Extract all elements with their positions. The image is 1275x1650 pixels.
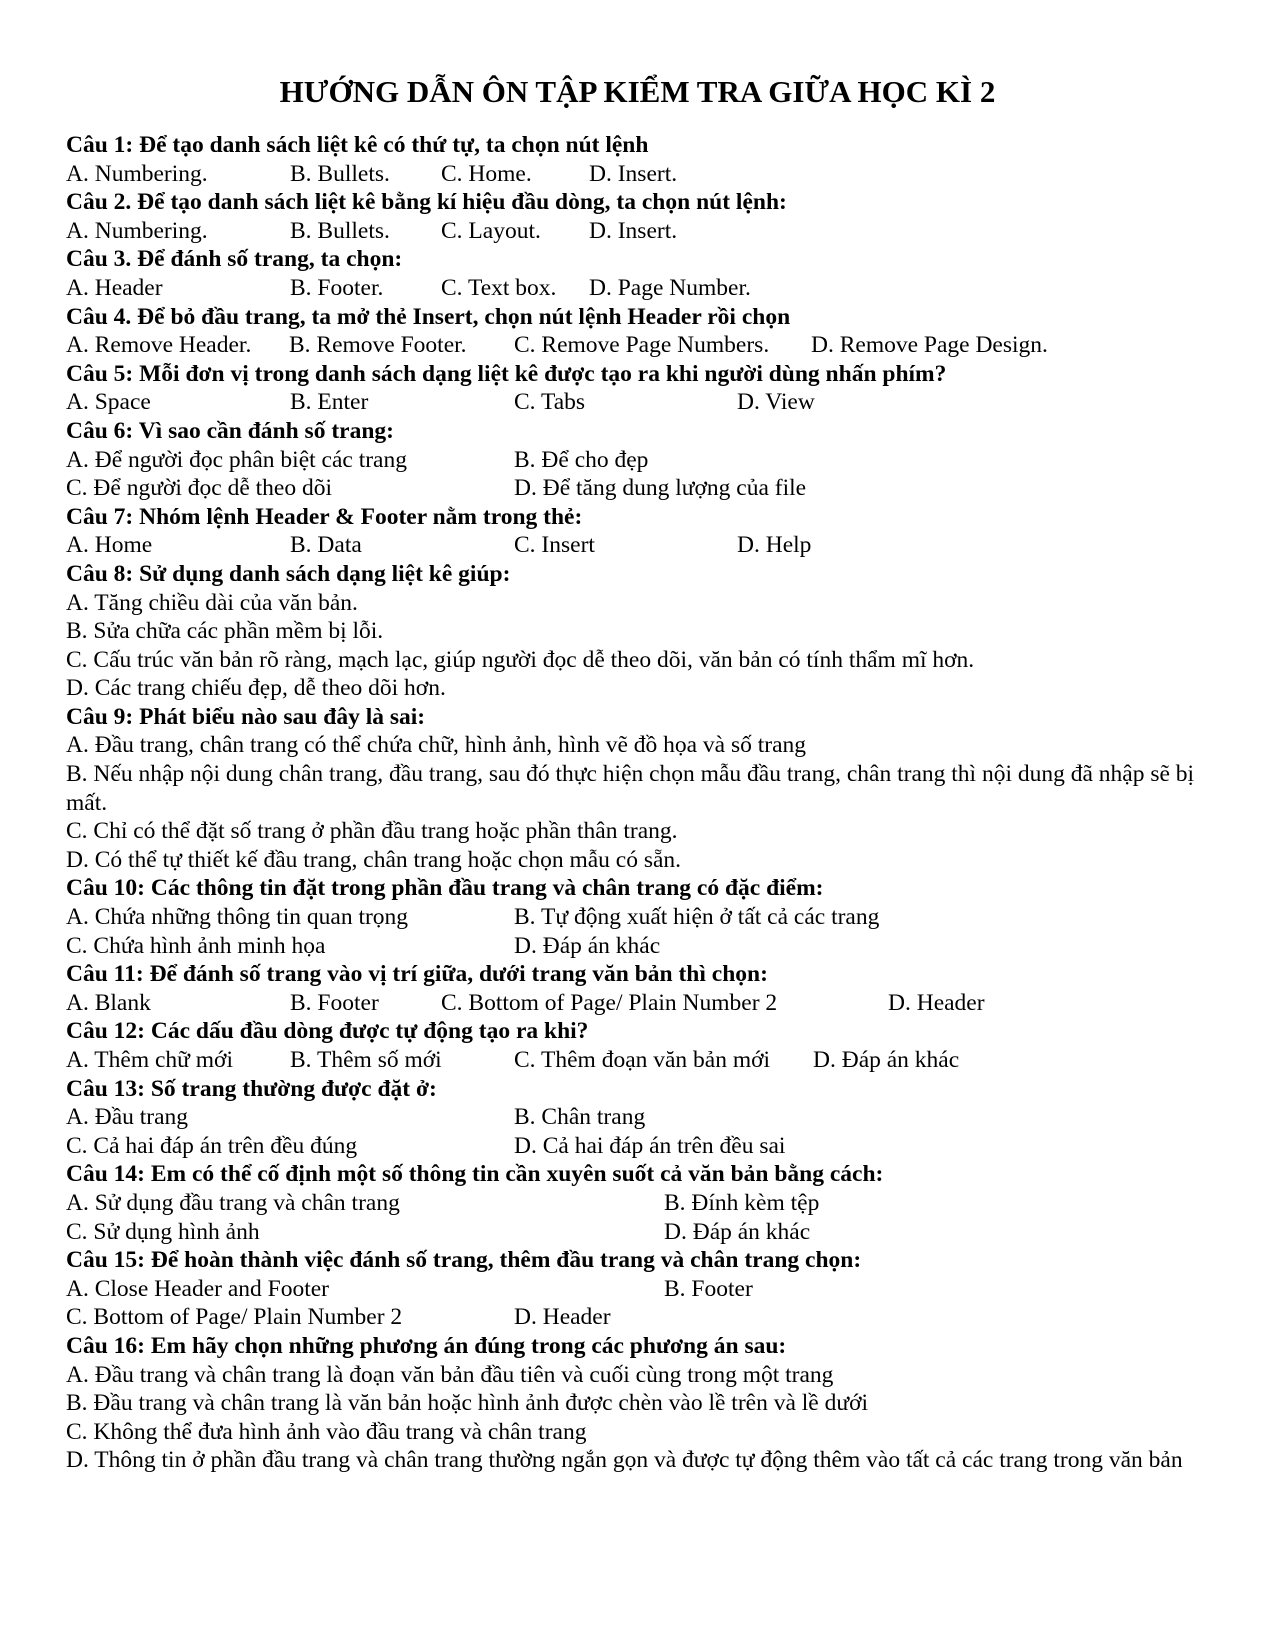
option-b: B. Đầu trang và chân trang là văn bản hoặc hình ảnh được chèn vào lề trên và lề dưới — [66, 1390, 869, 1417]
option-row — [66, 1189, 1216, 1218]
option-row — [66, 1046, 1216, 1075]
option-row — [66, 932, 1216, 961]
option-d: D. Insert. — [589, 217, 678, 244]
option-a: A. Space — [66, 389, 151, 416]
option-a: A. Đầu trang, chân trang có thể chứa chữ, hình ảnh, hình vẽ đồ họa và số trang — [66, 732, 807, 759]
option-d: D. Cả hai đáp án trên đều sai — [514, 1132, 786, 1159]
option-b: B. Data — [290, 532, 362, 559]
question-text: Câu 15: Để hoàn thành việc đánh số trang, thêm đầu trang và chân trang chọn: — [66, 1247, 862, 1274]
question-text: Câu 10: Các thông tin đặt trong phần đầu trang và chân trang có đặc điểm: — [66, 875, 824, 902]
question-text: Câu 12: Các dấu đầu dòng được tự động tạo ra khi? — [66, 1018, 589, 1045]
option-c: C. Để người đọc dễ theo dõi — [66, 475, 332, 502]
option-a: A. Numbering. — [66, 160, 208, 187]
option-row — [66, 989, 1216, 1018]
question-text: Câu 4. Để bỏ đầu trang, ta mở thẻ Insert, chọn nút lệnh Header rồi chọn — [66, 303, 791, 330]
question-text: Câu 9: Phát biểu nào sau đây là sai: — [66, 703, 426, 730]
question-text: Câu 11: Để đánh số trang vào vị trí giữa, dưới trang văn bản thì chọn: — [66, 961, 768, 988]
option-c: C. Không thể đưa hình ảnh vào đầu trang và chân trang — [66, 1418, 587, 1445]
option-a: A. Đầu trang — [66, 1104, 189, 1131]
option-b: B. Để cho đẹp — [514, 446, 649, 473]
option-row — [66, 531, 1216, 560]
option-d: D. Có thể tự thiết kế đầu trang, chân trang hoặc chọn mẫu có sẵn. — [66, 846, 682, 873]
option-c: C. Sử dụng hình ảnh — [66, 1218, 260, 1245]
option-d: D. Page Number. — [589, 274, 751, 301]
option-row — [66, 331, 1216, 360]
question-text: Câu 5: Mỗi đơn vị trong danh sách dạng liệt kê được tạo ra khi người dùng nhấn phím? — [66, 360, 947, 387]
question-text: Câu 2. Để tạo danh sách liệt kê bằng kí hiệu đầu dòng, ta chọn nút lệnh: — [66, 189, 787, 216]
page-title: HƯỚNG DẪN ÔN TẬP KIỂM TRA GIỮA HỌC KÌ 2 — [279, 74, 996, 109]
question-text: Câu 1: Để tạo danh sách liệt kê có thứ tự, ta chọn nút lệnh — [66, 132, 649, 158]
option-row — [66, 1218, 1216, 1247]
option-a: A. Chứa những thông tin quan trọng — [66, 904, 409, 931]
option-b: B. Bullets. — [290, 217, 390, 244]
option-c: C. Home. — [441, 160, 532, 187]
option-b: B. Nếu nhập nội dung chân trang, đầu trang, sau đó thực hiện chọn mẫu đầu trang, chân trang thì nội dung đã nhập sẽ bị mất. — [66, 761, 1195, 816]
question-list — [66, 131, 1216, 1475]
option-d: D. Help — [737, 532, 812, 559]
option-row — [66, 1103, 1216, 1132]
option-c: C. Tabs — [514, 389, 586, 416]
option-d: D. Thông tin ở phần đầu trang và chân trang thường ngắn gọn và được tự động thêm vào tất cả các trang trong văn bản — [66, 1447, 1183, 1474]
option-d: D. Header — [514, 1304, 611, 1331]
question-text: Câu 3. Để đánh số trang, ta chọn: — [66, 246, 403, 273]
option-a: A. Tăng chiều dài của văn bản. — [66, 589, 358, 616]
option-d: D. Để tăng dung lượng của file — [514, 475, 807, 502]
option-c: C. Remove Page Numbers. — [514, 332, 770, 359]
option-a: A. Close Header and Footer — [66, 1275, 329, 1302]
option-row — [66, 217, 1216, 246]
option-row — [66, 1275, 1216, 1304]
option-a: A. Đầu trang và chân trang là đoạn văn bản đầu tiên và cuối cùng trong một trang — [66, 1361, 834, 1388]
question-text: Câu 6: Vì sao cần đánh số trang: — [66, 417, 394, 444]
option-c: C. Cấu trúc văn bản rõ ràng, mạch lạc, giúp người đọc dễ theo dõi, văn bản có tính thẩm mĩ hơn. — [66, 646, 975, 673]
option-c: C. Chỉ có thể đặt số trang ở phần đầu trang hoặc phần thân trang. — [66, 818, 678, 845]
option-a: A. Blank — [66, 989, 151, 1016]
option-b: B. Footer — [664, 1275, 753, 1302]
option-row — [66, 1303, 1216, 1332]
question-text: Câu 16: Em hãy chọn những phương án đúng trong các phương án sau: — [66, 1332, 787, 1359]
option-d: D. View — [737, 389, 815, 416]
option-b: B. Đính kèm tệp — [664, 1189, 820, 1216]
option-c: C. Text box. — [441, 274, 557, 301]
option-row — [66, 446, 1216, 475]
option-b: B. Bullets. — [290, 160, 390, 187]
question-text: Câu 7: Nhóm lệnh Header & Footer nằm trong thẻ: — [66, 503, 583, 530]
option-a: A. Header — [66, 274, 163, 301]
option-b: B. Remove Footer. — [289, 332, 467, 359]
option-c: C. Bottom of Page/ Plain Number 2 — [441, 989, 778, 1016]
option-d: D. Header — [888, 989, 985, 1016]
question-text: Câu 13: Số trang thường được đặt ở: — [66, 1075, 437, 1102]
option-row — [66, 474, 1216, 503]
option-c: C. Thêm đoạn văn bản mới — [514, 1047, 771, 1073]
option-d: D. Đáp án khác — [664, 1218, 811, 1245]
option-c: C. Bottom of Page/ Plain Number 2 — [66, 1304, 403, 1331]
question-text: Câu 8: Sử dụng danh sách dạng liệt kê giúp: — [66, 560, 511, 587]
option-d: D. Insert. — [589, 160, 678, 187]
option-d: D. Đáp án khác — [813, 1047, 960, 1073]
question-text: Câu 14: Em có thể cố định một số thông tin cần xuyên suốt cả văn bản bằng cách: — [66, 1161, 884, 1188]
option-c: C. Cả hai đáp án trên đều đúng — [66, 1132, 358, 1159]
option-row — [66, 160, 1216, 189]
option-d: D. Remove Page Design. — [811, 332, 1048, 359]
option-a: A. Sử dụng đầu trang và chân trang — [66, 1189, 400, 1216]
option-c: C. Chứa hình ảnh minh họa — [66, 932, 326, 959]
option-d: D. Đáp án khác — [514, 932, 661, 959]
option-row — [66, 388, 1216, 417]
option-row — [66, 903, 1216, 932]
option-a: A. Remove Header. — [66, 332, 252, 359]
option-c: C. Insert — [514, 532, 595, 559]
option-b: B. Enter — [290, 389, 369, 416]
option-a: A. Để người đọc phân biệt các trang — [66, 446, 407, 473]
option-b: B. Tự động xuất hiện ở tất cả các trang — [514, 904, 880, 931]
option-a: A. Thêm chữ mới — [66, 1047, 234, 1073]
option-b: B. Footer. — [290, 274, 384, 301]
option-b: B. Sửa chữa các phần mềm bị lỗi. — [66, 618, 384, 645]
option-a: A. Home — [66, 532, 153, 559]
option-b: B. Footer — [290, 989, 379, 1016]
option-d: D. Các trang chiếu đẹp, dễ theo dõi hơn. — [66, 675, 446, 702]
option-a: A. Numbering. — [66, 217, 208, 244]
option-c: C. Layout. — [441, 217, 541, 244]
option-b: B. Thêm số mới — [290, 1047, 442, 1073]
option-row — [66, 274, 1216, 303]
option-row — [66, 1132, 1216, 1161]
option-b: B. Chân trang — [514, 1104, 646, 1131]
